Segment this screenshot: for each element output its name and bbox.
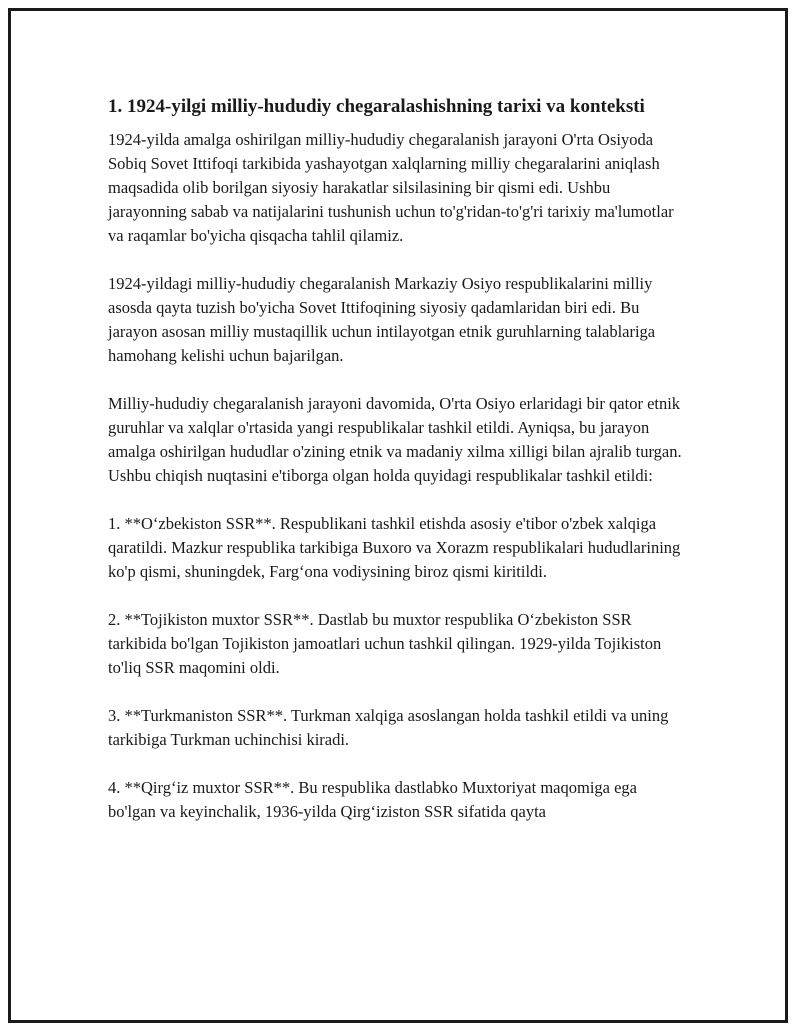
- section-heading: 1. 1924-yilgi milliy-hududiy chegaralashishning tarixi va konteksti: [108, 96, 645, 117]
- list-item-kyrgyzstan: 4. **Qirg‘iz muxtor SSR**. Bu respublika dastlabko Muxtoriyat maqomiga ega bo'lgan va keyinchalik, 1936-yilda Qirg‘iziston SSR sifatida qayta: [108, 778, 638, 821]
- paragraph-intro: 1924-yilda amalga oshirilgan milliy-hududiy chegaralanish jarayoni O'rta Osiyoda Sobiq Sovet Ittifoqi tarkibida yashayotgan xalqlarning milliy chegaralarini aniqlash maqsadida olib borilgan siyosiy harakatlar silsilasining bir qismi edi. Ushbu jarayonning sabab va natijalarini tushunish uchun to'g'ridan-to'g'ri tarixiy ma'lumotlar va raqamlar bo'yicha qisqacha tahlil qilamiz.: [108, 130, 674, 245]
- document-body: [108, 94, 688, 848]
- paragraph-process: Milliy-hududiy chegaralanish jarayoni davomida, O'rta Osiyo erlaridagi bir qator etnik guruhlar va xalqlar o'rtasida yangi respublikalar tashkil etildi. Ayniqsa, bu jarayon amalga oshirilgan hududlar o'zining etnik va madaniy xilma xilligi bilan ajralib turgan. Ushbu chiqish nuqtasini e'tiborga olgan holda quyidagi respublikalar tashkil etildi:: [108, 394, 682, 485]
- list-item-uzbekistan: 1. **O‘zbekiston SSR**. Respublikani tashkil etishda asosiy e'tibor o'zbek xalqiga qaratildi. Mazkur respublika tarkibiga Buxoro va Xorazm respublikalari hududlarining ko'p qismi, shuningdek, Farg‘ona vodiysining biroz qismi kiritildi.: [108, 514, 681, 581]
- paragraph-context: 1924-yildagi milliy-hududiy chegaralanish Markaziy Osiyo respublikalarini milliy asosda qayta tuzish bo'yicha Sovet Ittifoqining siyosiy qadamlaridan biri edi. Bu jarayon asosan milliy mustaqillik uchun intilayotgan etnik guruhlarning talablariga hamohang kelishi uchun bajarilgan.: [108, 274, 656, 365]
- list-item-turkmenistan: 3. **Turkmaniston SSR**. Turkman xalqiga asoslangan holda tashkil etildi va uning tarkibiga Turkman uchinchisi kiradi.: [108, 706, 669, 749]
- list-item-tajikistan: 2. **Tojikiston muxtor SSR**. Dastlab bu muxtor respublika O‘zbekiston SSR tarkibida bo'lgan Tojikiston jamoatlari uchun tashkil qilingan. 1929-yilda Tojikiston to'liq SSR maqomini oldi.: [108, 610, 662, 677]
